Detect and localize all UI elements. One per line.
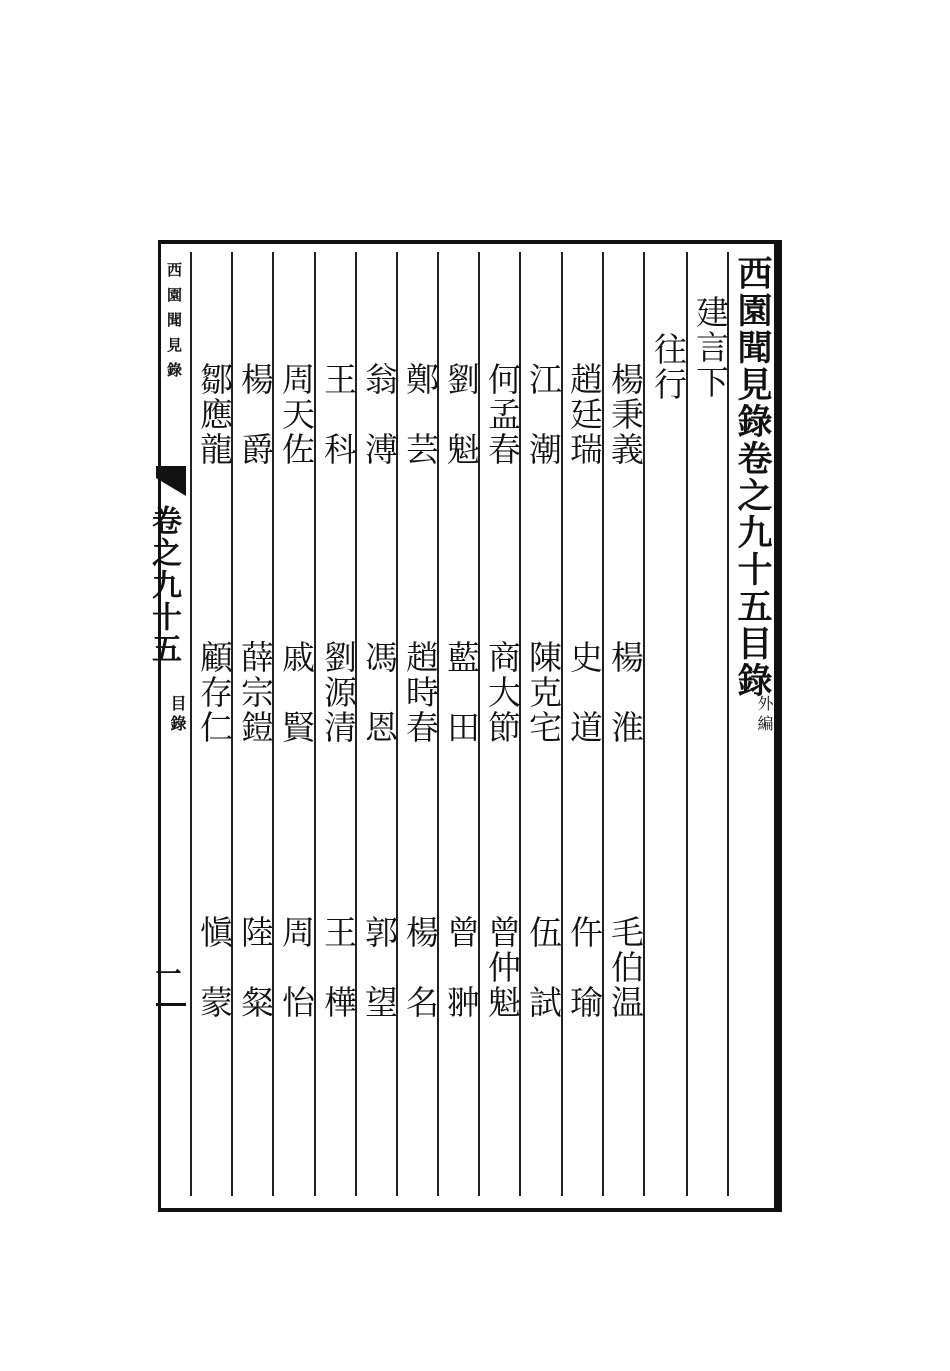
name-entry: 劉源清 [319,640,358,745]
name-entry: 楊 爵 [236,362,275,467]
name-entry: 馮 恩 [360,640,399,745]
name-entry: 陳克宅 [524,640,563,745]
name-entry: 戚 賢 [277,640,316,745]
margin-section: 目錄 [168,695,187,735]
margin-juan: 卷之九十五 [146,505,181,665]
name-entry: 仵 瑜 [565,915,604,1020]
margin-book-title: 西園聞見錄 [165,262,183,387]
name-entry: 愼 蒙 [195,915,234,1020]
name-entry: 曾 翀 [442,915,481,1020]
name-entry: 郭 望 [360,915,399,1020]
page-title: 西園聞見錄卷之九十五目錄 [732,255,773,699]
name-entry: 王 樺 [319,915,358,1020]
subsection-heading: 往行 [649,332,688,402]
name-entry: 商大節 [483,640,522,745]
name-entry: 毛伯温 [606,915,645,1020]
name-entry: 翁 溥 [360,362,399,467]
column-rule [190,252,192,1196]
name-entry: 劉 魁 [442,362,481,467]
name-entry: 趙廷瑞 [565,362,604,467]
name-entry: 周天佐 [277,362,316,467]
name-entry: 周 怡 [277,915,316,1020]
name-entry: 江 潮 [524,362,563,467]
margin-lower-rule [156,1003,186,1006]
name-entry: 薛宗鎧 [236,640,275,745]
name-entry: 王 科 [319,362,358,467]
name-entry: 楊秉義 [606,362,645,467]
name-entry: 鄒應龍 [195,362,234,467]
name-entry: 史 道 [565,640,604,745]
name-entry: 鄭 芸 [401,362,440,467]
name-entry: 藍 田 [442,640,481,745]
name-entry: 顧存仁 [195,640,234,745]
section-heading: 建言下 [691,295,730,400]
margin-page-number: 一 [151,960,181,988]
name-entry: 何孟春 [483,362,522,467]
title-note: 外編 [755,695,774,735]
name-entry: 楊 淮 [606,640,645,745]
name-entry: 陸 粲 [236,915,275,1020]
name-entry: 伍 試 [524,915,563,1020]
name-entry: 楊 名 [401,915,440,1020]
name-entry: 曾仲魁 [483,915,522,1020]
name-entry: 趙時春 [401,640,440,745]
